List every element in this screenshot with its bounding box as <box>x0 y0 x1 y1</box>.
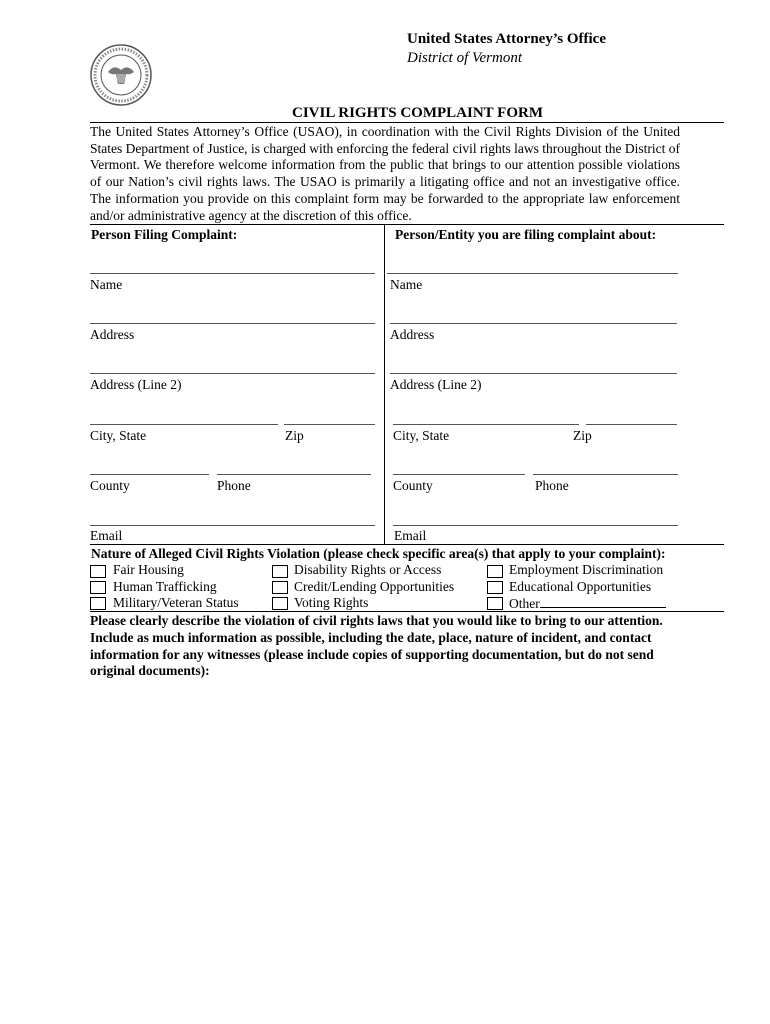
office-title: United States Attorney’s Office <box>407 31 606 47</box>
subject-county-field[interactable] <box>393 474 525 475</box>
filer-county-label: County <box>90 478 130 493</box>
filer-county-field[interactable] <box>90 474 209 475</box>
option-disability-rights-label: Disability Rights or Access <box>294 562 442 577</box>
checkbox-fair-housing[interactable] <box>90 565 106 578</box>
section-rule-bottom <box>90 611 724 612</box>
subject-city-state-label: City, State <box>393 428 450 443</box>
filer-zip-label: Zip <box>285 428 304 443</box>
violation-heading: Nature of Alleged Civil Rights Violation (please check specific area(s) that apply to your complaint): <box>91 546 666 561</box>
filer-email-label: Email <box>90 528 123 543</box>
filer-phone-field[interactable] <box>217 474 371 475</box>
option-other-label: Other <box>509 596 540 611</box>
office-subtitle: District of Vermont <box>407 50 522 66</box>
subject-county-label: County <box>393 478 433 493</box>
checkbox-credit-lending[interactable] <box>272 581 288 594</box>
filer-email-field[interactable] <box>90 525 375 526</box>
subject-phone-field[interactable] <box>533 474 678 475</box>
form-title: CIVIL RIGHTS COMPLAINT FORM <box>291 105 543 121</box>
filer-address2-label: Address (Line 2) <box>90 377 182 392</box>
subject-zip-field[interactable] <box>586 424 677 425</box>
filer-name-field[interactable] <box>90 273 375 274</box>
checkbox-other[interactable] <box>487 597 503 610</box>
filer-phone-label: Phone <box>217 478 251 493</box>
column-divider <box>384 224 385 544</box>
section-rule-middle <box>90 544 724 545</box>
intro-paragraph: The United States Attorney’s Office (USAO), in coordination with the Civil Rights Division of the United States Department of Justice, is charged with enforcing the federal civil rights laws throughout the District of Vermont. We therefore welcome information from the public that brings to our attention possible violations of our Nation’s civil rights laws. The USAO is primarily a litigating office and not an investigative office. The information you provide on this complaint form may be forwarded to the appropriate law enforcement and/or administrative agency at the discretion of this office. <box>90 124 680 223</box>
subject-address-label: Address <box>390 327 435 342</box>
left-column-heading: Person Filing Complaint: <box>91 227 238 242</box>
checkbox-educational-opportunities[interactable] <box>487 581 503 594</box>
filer-zip-field[interactable] <box>284 424 375 425</box>
filer-address-field[interactable] <box>90 323 375 324</box>
option-voting-rights-label: Voting Rights <box>294 595 369 610</box>
subject-email-field[interactable] <box>393 525 678 526</box>
option-credit-lending-label: Credit/Lending Opportunities <box>294 579 455 594</box>
subject-phone-label: Phone <box>535 478 569 493</box>
checkbox-military-veteran[interactable] <box>90 597 106 610</box>
option-educational-opportunities-label: Educational Opportunities <box>509 579 652 594</box>
subject-name-field[interactable] <box>387 273 678 274</box>
checkbox-voting-rights[interactable] <box>272 597 288 610</box>
subject-name-label: Name <box>390 277 423 292</box>
other-blank-field[interactable] <box>540 595 666 608</box>
checkbox-human-trafficking[interactable] <box>90 581 106 594</box>
filer-city-state-label: City, State <box>90 428 147 443</box>
filer-name-label: Name <box>90 277 123 292</box>
filer-city-state-field[interactable] <box>90 424 278 425</box>
filer-address-label: Address <box>90 327 135 342</box>
option-employment-discrimination-label: Employment Discrimination <box>509 562 664 577</box>
option-human-trafficking-label: Human Trafficking <box>113 579 217 594</box>
subject-address2-field[interactable] <box>390 373 677 374</box>
section-rule-top <box>90 224 724 225</box>
subject-address2-label: Address (Line 2) <box>390 377 482 392</box>
filer-address2-field[interactable] <box>90 373 375 374</box>
subject-email-label: Email <box>394 528 427 543</box>
subject-address-field[interactable] <box>390 323 677 324</box>
subject-city-state-field[interactable] <box>393 424 579 425</box>
doj-seal-icon <box>90 44 152 106</box>
checkbox-employment-discrimination[interactable] <box>487 565 503 578</box>
description-instructions: Please clearly describe the violation of civil rights laws that you would like to bring to our attention. Include as much information as possible, including the date, place, nature of incident, and contact information for any witnesses (please include copies of supporting documentation, but do not send original documents): <box>90 613 663 679</box>
option-other-row <box>509 595 666 612</box>
checkbox-disability-rights[interactable] <box>272 565 288 578</box>
right-column-heading: Person/Entity you are filing complaint about: <box>395 227 657 242</box>
option-fair-housing-label: Fair Housing <box>113 562 184 577</box>
subject-zip-label: Zip <box>573 428 592 443</box>
title-rule <box>90 122 724 123</box>
option-military-veteran-label: Military/Veteran Status <box>113 595 239 610</box>
